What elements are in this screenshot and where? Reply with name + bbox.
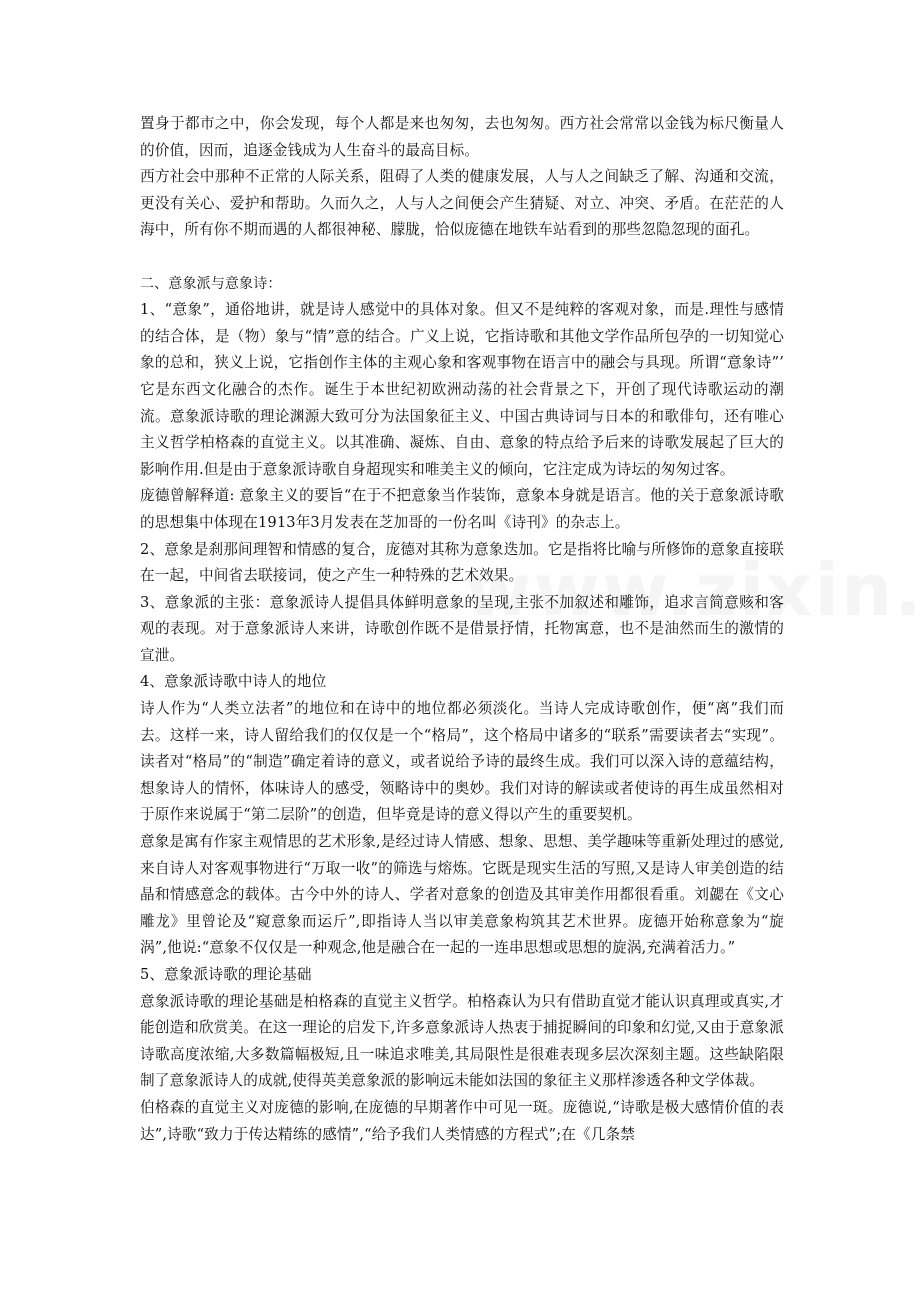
section-heading: 二、意象派与意象诗： bbox=[140, 275, 282, 292]
paragraph: 意象派诗歌的理论基础是柏格森的直觉主义哲学。柏格森认为只有借助直觉才能认识真理或真实,才能创造和欣赏美。在这一理论的启发下,许多意象派诗人热衷于捕捉瞬间的印象和幻觉,又由于意象派诗歌高度浓缩,大多数篇幅极短,且一味追求唯美,其局限性是很难表现多层次深刻主题。这些缺陷限制了意象派诗人的成就,使得英美意象派的影响远未能如法国的象征主义那样渗透各种文学体裁。 bbox=[140, 992, 784, 1090]
paragraph: 西方社会中那种不正常的人际关系，阻碍了人类的健康发展，人与人之间缺乏了解、沟通和交流，更没有关心、爱护和帮助。久而久之，人与人之间便会产生猜疑、对立、冲突、矛盾。在茫茫的人海中，所有你不期而遇的人都很神秘、朦胧，恰似庞德在地铁车站看到的那些忽隐忽现的面孔。 bbox=[140, 168, 784, 239]
paragraph: 置身于都市之中，你会发现，每个人都是来也匆匆，去也匆匆。西方社会常常以金钱为标尺衡量人的价值，因而，追逐金钱成为人生奋斗的最高目标。 bbox=[140, 115, 784, 159]
document-body bbox=[140, 111, 784, 1148]
subsection-heading: 5、意象派诗歌的理论基础 bbox=[140, 966, 312, 983]
paragraph: 意象是寓有作家主观情思的艺术形象,是经过诗人情感、想象、思想、美学趣味等重新处理过的感觉,来自诗人对客观事物进行“万取一收”的筛选与熔炼。它既是现实生活的写照,又是诗人审美创造的结晶和情感意念的载体。古今中外的诗人、学者对意象的创造及其审美作用都很看重。刘勰在《文心雕龙》里曾论及“窥意象而运斤”,即指诗人当以审美意象构筑其艺术世界。庞德开始称意象为“旋涡”,他说:“意象不仅仅是一种观念,他是融合在一起的一连串思想或思想的旋涡,充满着活力。” bbox=[140, 833, 784, 957]
paragraph: 庞德曾解释道: 意象主义的要旨“在于不把意象当作装饰，意象本身就是语言。他的关于意象派诗歌的思想集中体现在1913年3月发表在芝加哥的一份名叫《诗刊》的杂志上。 bbox=[140, 487, 784, 531]
paragraph: 伯格森的直觉主义对庞德的影响,在庞德的早期著作中可见一斑。庞德说,“诗歌是极大感情价值的表达”,诗歌“致力于传达精练的感情”,“给予我们人类情感的方程式”;在《几条禁 bbox=[140, 1098, 784, 1143]
paragraph: 3、意象派的主张：意象派诗人提倡具体鲜明意象的呈现,主张不加叙述和雕饰，追求言简意赅和客观的表现。对于意象派诗人来讲，诗歌创作既不是借景抒情，托物寓意，也不是油然而生的激情的宣泄。 bbox=[140, 593, 784, 664]
paragraph: 诗人作为“人类立法者”的地位和在诗中的地位都必须淡化。当诗人完成诗歌创作，便“离”我们而去。这样一来，诗人留给我们的仅仅是一个“格局”，这个格局中诸多的“联系”需要读者去“实现”。读者对“格局”的“制造”确定着诗的意义，或者说给予诗的最终生成。我们可以深入诗的意蕴结构，想象诗人的情怀，体味诗人的感受，领略诗中的奥妙。我们对诗的解读或者使诗的再生成虽然相对于原作来说属于“第二层阶”的创造，但毕竟是诗的意义得以产生的重要契机。 bbox=[140, 700, 784, 824]
paragraph: 2、意象是刹那间理智和情感的复合，庞德对其称为意象迭加。它是指将比喻与所修饰的意象直接联在一起，中间省去联接词，使之产生一种特殊的艺术效果。 bbox=[140, 540, 784, 585]
paragraph: 1、“意象”，通俗地讲，就是诗人感觉中的具体对象。但又不是纯粹的客观对象，而是.理性与感情的结合体，是（物）象与“情”意的结合。广义上说，它指诗歌和其他文学作品所包孕的一切知觉心象的总和，狭义上说，它指创作主体的主观心象和客观事物在语言中的融会与具现。所谓“意象诗”’ 它是东西文化融合的杰作。诞生于本世纪初欧洲动荡的社会背景之下，开创了现代诗歌运动的潮流。意象派诗歌的理论渊源大致可分为法国象征主义、中国古典诗词与日本的和歌俳句，还有唯心主义哲学柏格森的直觉主义。以其准确、凝炼、自由、意象的特点给予后来的诗歌发展起了巨大的影响作用.但是由于意象派诗歌自身超现实和唯美主义的倾向，它注定成为诗坛的匆匆过客。 bbox=[140, 301, 784, 478]
subsection-heading: 4、意象派诗歌中诗人的地位 bbox=[140, 673, 327, 691]
blank-line bbox=[140, 244, 784, 271]
